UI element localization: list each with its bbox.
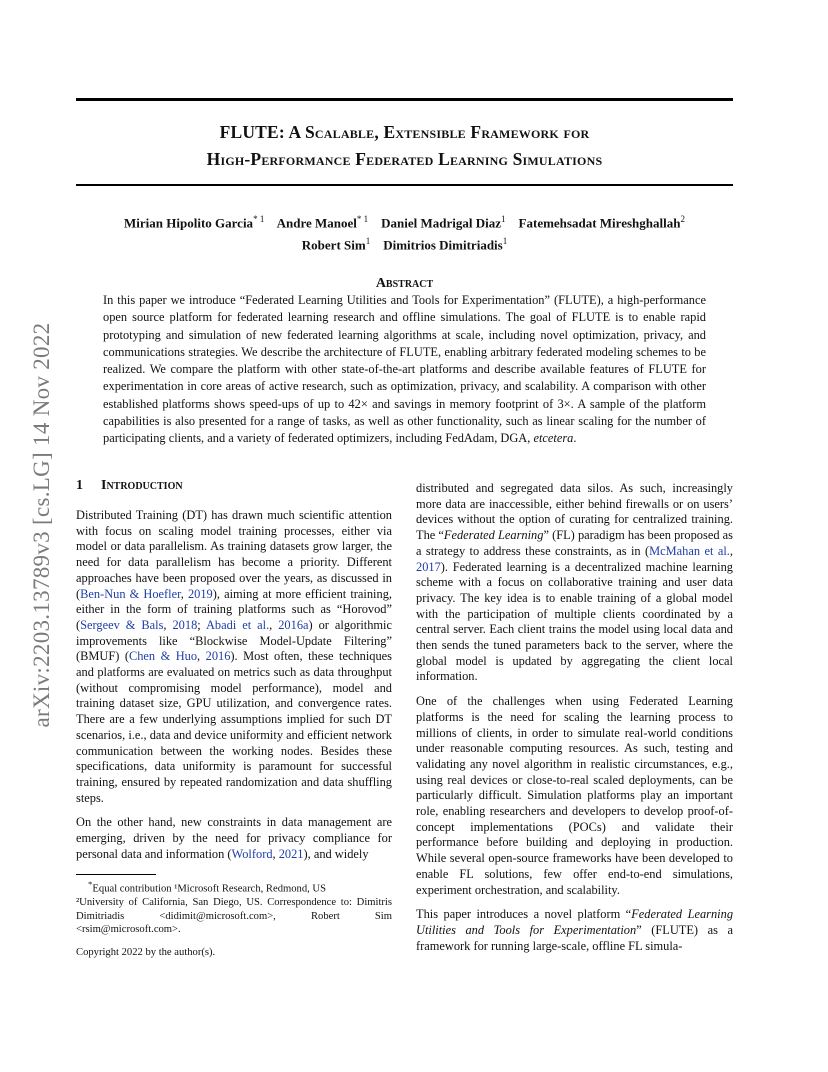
author-marks: 1 [502, 236, 508, 247]
body-text: This paper introduces a novel platform “ [416, 907, 632, 922]
author-name: Fatemehsadat Mireshghallah [518, 215, 681, 231]
body-text: , [272, 846, 279, 861]
right-column [416, 481, 733, 963]
emphasis-text: Federated Learning Utilities and Tools for Experimentation [416, 907, 734, 937]
paragraph [76, 815, 392, 862]
author-list [76, 210, 733, 255]
abstract-italic: etcetera [533, 431, 574, 446]
author-marks: * 1 [253, 214, 265, 224]
citation-link[interactable]: 2021 [278, 846, 304, 861]
author-marks: 2 [680, 214, 685, 224]
citation-link[interactable]: 2016 [205, 649, 231, 664]
citation-link[interactable]: 2017 [416, 559, 441, 574]
citation-link[interactable]: Chen & Huo [128, 649, 198, 664]
citation-link[interactable]: Wolford [231, 846, 273, 861]
citation-link[interactable]: Abadi et al. [205, 617, 270, 632]
body-text: , [729, 543, 733, 558]
body-text: ” (FLUTE) as a framework for running large-scale, offline FL simula- [416, 922, 733, 953]
author-marks: * 1 [356, 214, 369, 224]
body-text: , [163, 617, 173, 632]
body-text: ” (FL) paradigm has been proposed as a strategy to address these constraints, as in ( [416, 528, 733, 558]
citation-link[interactable]: McMahan et al. [649, 543, 730, 558]
left-column [76, 508, 392, 871]
arxiv-stamp: arXiv:2203.13789v3 [cs.LG] 14 Nov 2022 [29, 322, 54, 728]
title-line-2: High-Performance Federated Learning Simulations [206, 149, 603, 169]
footnote-line-1 [76, 878, 392, 896]
body-text: Distributed Training (DT) has drawn much scientific attention with focus on scaling model training processes, either via model or data parallelism. As training datasets grow larger, the need for data parallelism has become a priority. Different approaches have been proposed over the years, as discussed in ( [76, 508, 392, 601]
section-number: 1 [76, 478, 83, 493]
citation-link[interactable]: 2019 [187, 586, 213, 601]
body-text: ) or algorithmic improvements like “Blockwise Model-Update Filtering” (BMUF) ( [76, 617, 393, 664]
body-text: , [180, 586, 188, 601]
author-name: Daniel Madrigal Diaz [381, 215, 502, 231]
author-marks: 1 [501, 214, 506, 224]
citation-link[interactable]: 2018 [172, 617, 198, 632]
title-line-1: FLUTE: A Scalable, Extensible Framework for [219, 122, 590, 142]
abstract-text [103, 292, 706, 448]
body-text: , [197, 649, 206, 664]
body-text: distributed and segregated data silos. As such, increasingly more data are inaccessible, either behind firewalls or on users’ devices without the option of curating for centralized training. The “ [416, 481, 733, 543]
author-marks: 1 [365, 236, 371, 247]
abstract-body: In this paper we introduce “Federated Learning Utilities and Tools for Experimentation” (FLUTE), a high-performance open source platform for federated learning research and offline simulations. The goal of FLUTE is to enable rapid prototyping and simulation of new federated learning algorithms at scale, including novel optimization, privacy, and communications strategies. We describe the architecture of FLUTE, enabling arbitrary federated modeling schemes to be realized. We compare the platform with other state-of-the-art platforms and describe available features of FLUTE for experimentation in core areas of active research, such as optimization, privacy, and scalability. A comparison with other established platforms shows speed-ups of up to 42× and savings in memory footprint of 3×. A sample of the platform capabilities is also presented for a range of tasks, as well as other functionality, such as linear scaling for the number of participating clients, and a variety of federated optimizers, including FedAdam, DGA, [103, 293, 706, 446]
author-line-2 [76, 232, 733, 254]
citation-link[interactable]: 2016a [278, 617, 309, 632]
abstract-heading: Abstract [375, 276, 434, 291]
author-name: Mirian Hipolito Garcia [124, 215, 254, 231]
top-rule [76, 98, 733, 101]
paper-title [76, 119, 733, 173]
paragraph [416, 907, 733, 954]
body-text: ; [197, 617, 206, 632]
section-title: Introduction [101, 478, 183, 493]
title-bottom-rule [76, 184, 733, 186]
footnote-star: * [88, 879, 93, 889]
author-name: Dimitrios Dimitriadis [383, 237, 503, 253]
author-name: Andre Manoel [276, 215, 357, 231]
body-text: One of the challenges when using Federated Learning platforms is the need for scaling the learning process to millions of clients, in order to simulate real-world conditions under reasonable computing resources. As such, testing and validating any novel algorithm in realistic circumstances, e.g., using real devices or close-to-real scaled deployments, can be particularly difficult. Simulation platforms play an important role, enabling researchers and developers to develop proof-of-concept implementations (POCs) and validate their performance before building and deploying in production. While several open-source frameworks have been developed to enable FL solutions, few offer end-to-end simulations, experiment orchestration, and scalability. [416, 694, 733, 897]
body-text: ), aiming at more efficient training, either in the form of training platforms such as “Horovod” ( [76, 586, 392, 632]
citation-link[interactable]: Ben-Nun & Hoefler [80, 586, 181, 601]
footnote-rule [76, 874, 156, 875]
body-text: ). Most often, these techniques and platforms are evaluated on metrics such as data throughput (without compromising model performance), model and training dataset size, GPU utilization, and convergence rates. There are a few underlying assumptions implied for such DT scenarios, i.e., data and device uniformity and efficient network communication between the working nodes. Besides these specifications, data uniformity is paramount for successful training, ensured by repeated randomization and data shuffling steps. [76, 649, 392, 805]
paragraph [416, 694, 733, 898]
footnote-text: Equal contribution ¹Microsoft Research, Redmond, US [92, 883, 326, 895]
author-line-1 [76, 210, 733, 232]
author-name: Robert Sim [301, 237, 366, 253]
body-text: ), and widely [303, 846, 369, 861]
emphasis-text: Federated Learning [443, 528, 544, 543]
body-text: , [269, 617, 279, 632]
copyright-notice: Copyright 2022 by the author(s). [76, 947, 216, 958]
footnote-line-2: ²University of California, San Diego, US. Correspondence to: Dimitris Dimitriadis <didimit@microsoft.com>, Robert Sim <rsim@microsoft.com>. [76, 897, 392, 936]
body-text: ). Federated learning is a decentralized machine learning scheme with a focus on collaborative training and user data privacy. The key idea is to enable training of a global model with the participation of multiple clients coordinated by a central server. Each client trains the model using local data and then sends the tuned parameters back to the server, where the global model is updated by aggregating the client local information. [416, 559, 733, 684]
footnote [76, 878, 392, 937]
section-heading [76, 478, 183, 494]
paragraph [416, 481, 733, 685]
paragraph [76, 508, 392, 806]
abstract-period: . [573, 431, 577, 446]
citation-link[interactable]: Sergeev & Bals [80, 617, 164, 632]
body-text: On the other hand, new constraints in data management are emerging, driven by the need for privacy compliance for personal data and information ( [76, 815, 392, 861]
